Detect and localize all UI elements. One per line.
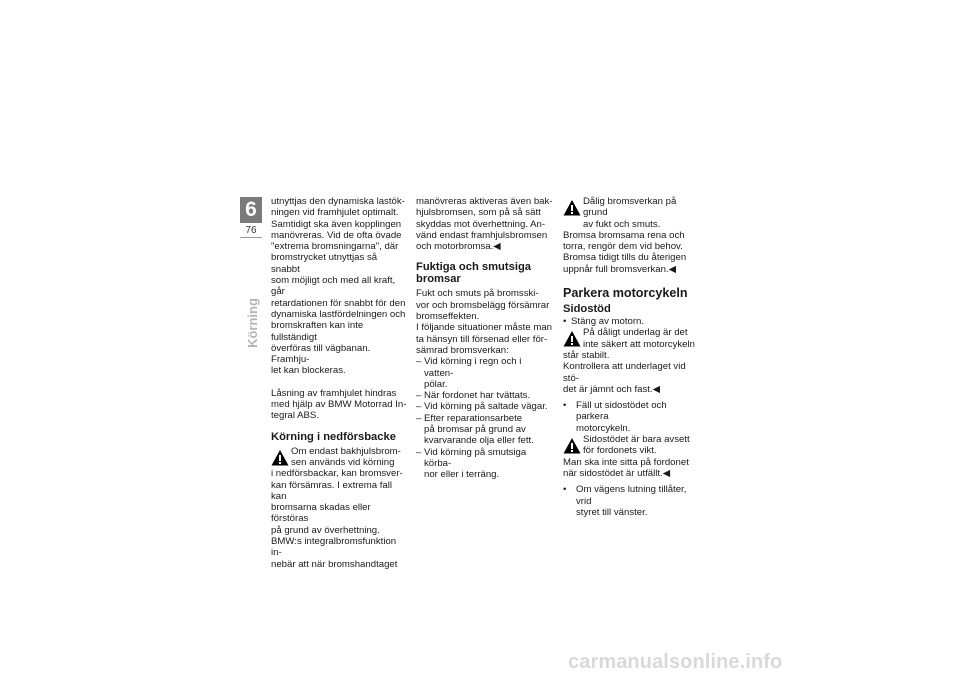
watermark: carmanualsonline.info [568,651,783,673]
chapter-title-vertical: Körning [244,298,260,348]
paragraph-wet-brakes: Fukt och smuts på bromsski- vor och bromsbelägg försämrar bromseffekten. I följande situationer måste man ta hänsyn till försenad eller för- sämrad bromsverkan: [416,288,552,356]
warning-weight: Sidostödet är bara avsett för fordonets vikt. Man ska inte sitta på fordonet när sidostödet är utfällt.◀ [563,434,690,479]
heading-wet-brakes: Fuktiga och smutsiga bromsar [416,261,531,286]
warning-icon [271,449,289,467]
list-item: – Vid körning i regn och i vatten- pölar. [416,356,553,390]
list-item: – Vid körning på smutsiga körba- nor eller i terräng. [416,447,553,481]
text-column-1 [271,196,408,570]
list-item: • Om vägens lutning tillåter, vrid styret till vänster. [563,484,700,518]
list-item: • Fäll ut sidostödet och parkera motorcykeln. [563,400,700,434]
subheading-side-stand: Sidostöd [563,303,611,316]
text-column-2 [416,196,553,481]
heading-downhill: Körning i nedförsbacke [271,430,396,443]
paragraph-abs: Låsning av framhjulet hindras med hjälp av BMW Motorrad In- tegral ABS. [271,387,407,422]
page-number: 76 [245,225,257,236]
heading-parking: Parkera motorcykeln [563,286,688,301]
list-item: – Vid körning på saltade vägar. [416,401,553,412]
paragraph-braking-dynamics: utnyttjas den dynamiska lastök- ningen vid framhjulet optimalt. Samtidigt ska även kopplingen manövreras. Vid de ofta övade "extrema bromsningarna", där bromstrycket utnyttjas så snabbt som möjligt och med all kraft, går retardationen för snabbt för den dynamiska lastfördelningen och bromskraften kan inte fullständigt överföras till vägbanan. Framhju- let kan blockeras. [271,196,406,377]
list-item: – Efter reparationsarbete på bromsar på grund av kvarvarande olja eller fett. [416,413,553,447]
chapter-divider [240,237,262,238]
warning-downhill: Om endast bakhjulsbrom- sen används vid körning i nedförsbackar, kan bromsver- kan försämras. I extrema fall kan bromsarna skadas eller förstöras på grund av överhettning. BMW:s integralbromsfunktion in- nebär att när bromshandtaget [271,445,403,570]
warning-wet-brakes: Dålig bromsverkan på grund av fukt och smuts. Bromsa bromsarna rena och torra, rengör dem vid behov. Bromsa tidigt tills du återigen uppnår full bromsverkan.◀ [563,196,687,275]
situation-list [416,356,553,480]
list-item: • Stäng av motorn. [563,316,700,327]
warning-icon [563,437,581,455]
list-item: – När fordonet har tvättats. [416,390,553,401]
text-column-3 [563,196,700,518]
warning-icon [563,199,581,217]
warning-ground: På dåligt underlag är det inte säkert att motorcykeln står stabilt. Kontrollera att underlaget vid stö- det är jämnt och fast.◀ [563,327,695,395]
chapter-number-tab: 6 [240,197,262,223]
warning-icon [563,330,581,348]
paragraph-rear-brake: manövreras aktiveras även bak- hjulsbromsen, som på så sätt skyddas mot överhettning. An- vänd endast framhjulsbromsen och motorbromsa.◀ [416,196,553,253]
